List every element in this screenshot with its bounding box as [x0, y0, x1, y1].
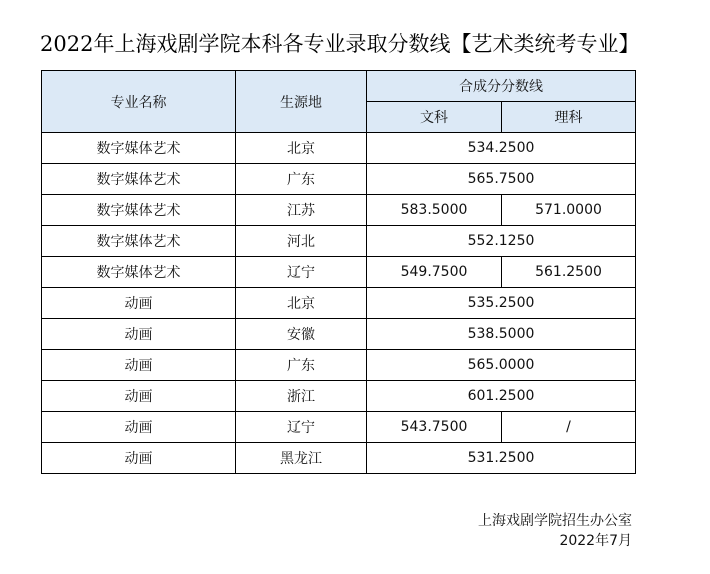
- cell-major: 数字媒体艺术: [42, 226, 236, 257]
- cell-origin: 北京: [236, 288, 367, 319]
- document-title: 2022年上海戏剧学院本科各专业录取分数线【艺术类统考专业】: [40, 32, 640, 56]
- cell-origin: 北京: [236, 133, 367, 164]
- table-row: [42, 381, 636, 412]
- header-like: 理科: [502, 102, 636, 133]
- cell-origin: 辽宁: [236, 257, 367, 288]
- cell-origin: 黑龙江: [236, 443, 367, 474]
- cell-origin: 河北: [236, 226, 367, 257]
- cell-major: 动画: [42, 381, 236, 412]
- header-wenke: 文科: [367, 102, 502, 133]
- table-row: [42, 164, 636, 195]
- header-origin: 生源地: [236, 71, 367, 133]
- cell-origin: 辽宁: [236, 412, 367, 443]
- header-combined-score: 合成分分数线: [367, 71, 636, 102]
- table-row: [42, 350, 636, 381]
- cell-major: 动画: [42, 443, 236, 474]
- header-major: 专业名称: [42, 71, 236, 133]
- cell-major: 动画: [42, 412, 236, 443]
- table-row: [42, 133, 636, 164]
- table-header: [42, 71, 636, 133]
- cell-combined-score: 565.7500: [367, 164, 636, 195]
- cell-wenke-score: 549.7500: [367, 257, 502, 288]
- cell-origin: 广东: [236, 350, 367, 381]
- cell-major: 数字媒体艺术: [42, 257, 236, 288]
- cell-wenke-score: 543.7500: [367, 412, 502, 443]
- cell-combined-score: 552.1250: [367, 226, 636, 257]
- footer: [478, 511, 632, 551]
- cell-combined-score: 531.2500: [367, 443, 636, 474]
- table-row: [42, 443, 636, 474]
- cell-major: 动画: [42, 319, 236, 350]
- cell-major: 数字媒体艺术: [42, 164, 236, 195]
- table-body: [42, 133, 636, 474]
- cell-origin: 安徽: [236, 319, 367, 350]
- cell-combined-score: 565.0000: [367, 350, 636, 381]
- table-row: [42, 288, 636, 319]
- footer-office: 上海戏剧学院招生办公室: [478, 513, 632, 529]
- cell-origin: 浙江: [236, 381, 367, 412]
- cell-major: 数字媒体艺术: [42, 195, 236, 226]
- cell-combined-score: 535.2500: [367, 288, 636, 319]
- cell-like-score: /: [502, 412, 636, 443]
- cell-major: 动画: [42, 288, 236, 319]
- cell-major: 动画: [42, 350, 236, 381]
- table-row: [42, 412, 636, 443]
- cell-combined-score: 601.2500: [367, 381, 636, 412]
- table-row: [42, 319, 636, 350]
- admission-score-table: [41, 70, 636, 474]
- cell-combined-score: 534.2500: [367, 133, 636, 164]
- cell-like-score: 561.2500: [502, 257, 636, 288]
- table-row: [42, 195, 636, 226]
- footer-date: 2022年7月: [559, 533, 632, 549]
- cell-wenke-score: 583.5000: [367, 195, 502, 226]
- table-row: [42, 226, 636, 257]
- cell-like-score: 571.0000: [502, 195, 636, 226]
- cell-origin: 广东: [236, 164, 367, 195]
- table-row: [42, 257, 636, 288]
- cell-major: 数字媒体艺术: [42, 133, 236, 164]
- cell-origin: 江苏: [236, 195, 367, 226]
- cell-combined-score: 538.5000: [367, 319, 636, 350]
